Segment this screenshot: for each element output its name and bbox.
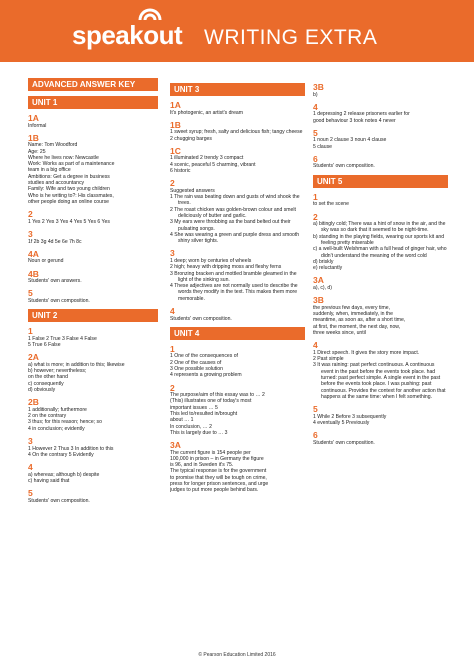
exercise-number: 5 xyxy=(28,488,33,499)
answer-line: 5 clause xyxy=(313,143,332,150)
answer-line: 1f 2b 3g 4d 5e 6e 7h 8c xyxy=(28,238,82,245)
answer-line: suddenly, when, immediately, in the xyxy=(313,311,393,318)
answer-line: 2 on the contrary xyxy=(28,413,67,420)
answer-line: Who is he writing to?: His classmates, xyxy=(28,192,114,199)
answer-line: Ambitions: Get a degree in business xyxy=(28,173,110,180)
answer-line: 5 True 6 False xyxy=(28,342,61,349)
copyright-footer: © Pearson Education Limited 2016 xyxy=(198,652,276,658)
exercise-number: 3A xyxy=(313,275,324,286)
answer-line: 1 One of the consequences of xyxy=(170,353,238,360)
answer-line: 1 deep; worn by centuries of wheels xyxy=(170,257,252,264)
answer-line: Family: Wife and two young children xyxy=(28,186,110,193)
answer-line: 100,000 in prison – in Germany the figure xyxy=(170,455,264,462)
answer-line: d) obviously xyxy=(28,387,56,394)
answer-line: a), c), d) xyxy=(313,284,332,291)
answer-line: 4 eventually 5 Previously xyxy=(313,419,370,426)
exercise-number: 2A xyxy=(28,352,39,363)
answer-line: press for longer prison sentences, and urge xyxy=(170,481,269,488)
answer-line: to set the scene xyxy=(313,201,349,208)
exercise-number: 1A xyxy=(170,100,181,110)
answer-line: 6 historic xyxy=(170,167,191,174)
answer-line: 2 Past simple xyxy=(313,356,344,363)
answer-line: Students' own composition. xyxy=(313,163,375,170)
column-2 xyxy=(170,78,305,494)
answer-line: The purpose/aim of this essay was to … 2 xyxy=(170,392,265,399)
exercise-number: 1 xyxy=(170,343,175,354)
answer-line: meantime, as soon as, after a short time, xyxy=(313,317,406,324)
answer-line: at first, the moment, the next day, now, xyxy=(313,323,401,330)
exercise-number: 1B xyxy=(170,119,181,130)
answer-line: 3 My ears were throbbing as the band belted out their pulsating songs. xyxy=(170,219,291,232)
answer-line: 1 sweet syrup; fresh, salty and delicious fish; tangy cheese xyxy=(170,129,303,136)
answer-line: other people doing an online course xyxy=(28,198,109,205)
exercise-number: 3A xyxy=(170,440,181,451)
answer-line: 3 thus; for this reason; hence; so xyxy=(28,419,102,426)
answer-line: 4 represents a growing problem xyxy=(170,372,242,379)
column-1 xyxy=(28,78,158,504)
answer-line: In conclusion, … 2 xyxy=(170,423,212,430)
speakout-logo xyxy=(72,20,182,51)
answer-line: Name: Tom Woodford xyxy=(28,142,78,149)
exercise-number: 2 xyxy=(170,178,175,189)
unit-heading: UNIT 2 xyxy=(28,309,158,322)
exercise-number: 4A xyxy=(28,248,39,259)
answer-line: Noun or gerund xyxy=(28,258,64,265)
answer-line: good behaviour 3 took notes 4 never xyxy=(313,117,396,124)
exercise-number: 2 xyxy=(313,211,318,222)
answer-line: Students' own composition. xyxy=(28,297,90,304)
answer-line: a) what is more; in addition to this; likewise xyxy=(28,361,125,368)
exercise-number: 3 xyxy=(28,229,33,240)
exercise-number: 3B xyxy=(313,82,324,92)
answer-line: It's photogenic, an artist's dream xyxy=(170,109,244,116)
exercise-number: 4 xyxy=(313,101,318,112)
answer-line: 4 These adjectives are not normally used to describe the words they modify in the text. This makes them more memorable. xyxy=(170,283,298,302)
exercise-number: 4B xyxy=(28,268,39,279)
answer-line: 3 One possible solution xyxy=(170,365,223,372)
answer-line: three weeks since, until xyxy=(313,329,366,336)
answer-line: Students' own composition. xyxy=(28,497,90,504)
answer-line: Informal xyxy=(28,122,47,129)
answer-line: a) whereas; although b) despite xyxy=(28,471,100,478)
answer-line: 1 additionally; furthermore xyxy=(28,406,87,413)
answer-line: 1 False 2 True 3 False 4 False xyxy=(28,335,97,342)
answer-line: This is largely due to … 3 xyxy=(170,429,228,436)
unit-heading: UNIT 5 xyxy=(313,175,448,188)
answer-line: 2 chugging barges xyxy=(170,135,212,142)
unit-heading: UNIT 3 xyxy=(170,83,305,96)
answer-line: d) briskly xyxy=(313,258,334,265)
header-banner xyxy=(0,0,474,62)
answer-line: important issues … 5 xyxy=(170,404,218,411)
answer-line: 1 The rain was beating down and gusts of wind shook the trees. xyxy=(170,194,300,207)
answer-line: on the other hand xyxy=(28,374,68,381)
answer-line: 4 On the contrary 5 Evidently xyxy=(28,451,94,458)
answer-line: 1 Direct speech. It gives the story more impact. xyxy=(313,349,420,356)
doc-title: ADVANCED ANSWER KEY xyxy=(28,78,158,91)
answer-line: Suggested answers xyxy=(170,187,215,194)
exercise-number: 2 xyxy=(170,382,175,393)
exercise-number: 1A xyxy=(28,113,39,123)
answer-line: c) having said that xyxy=(28,477,70,484)
answer-line: the previous few days, every time, xyxy=(313,304,391,311)
exercise-number: 1B xyxy=(28,132,39,143)
exercise-number: 4 xyxy=(170,306,175,317)
answer-line: The typical response is for the government xyxy=(170,468,267,475)
answer-line: team in a big office xyxy=(28,167,71,174)
answer-line: 1 While 2 Before 3 subsequently xyxy=(313,413,387,420)
exercise-number: 4 xyxy=(28,462,33,473)
banner-title: WRITING EXTRA xyxy=(204,26,378,49)
answer-line: Work: Works as part of a maintenance xyxy=(28,161,115,168)
exercise-number: 1 xyxy=(28,326,33,337)
answer-line: Students' own composition. xyxy=(313,439,375,446)
exercise-number: 5 xyxy=(313,127,318,138)
answer-line: 1 Yes 2 Yes 3 Yes 4 Yes 5 Yes 6 Yes xyxy=(28,218,110,225)
answer-line: Students' own answers. xyxy=(28,278,82,285)
exercise-number: 2 xyxy=(28,209,33,220)
exercise-number: 5 xyxy=(313,404,318,415)
exercise-number: 6 xyxy=(313,153,318,164)
answer-line: 3 It was raining: past perfect continuous. A continuous event in the past before the events took place. had turned: past perfect simple. A single event in the past before the events took place. I was pushing: past continuous. Provides the context for another action that happens at the same time: when I felt something. xyxy=(313,362,446,400)
answer-line: The current figure is 154 people per xyxy=(170,449,251,456)
answer-line: Students' own composition. xyxy=(170,315,232,322)
exercise-number: 3B xyxy=(313,295,324,306)
exercise-number: 1 xyxy=(313,191,318,202)
exercise-number: 4 xyxy=(313,340,318,351)
column-3 xyxy=(313,78,448,446)
speech-arc-icon xyxy=(136,4,164,22)
exercise-number: 3 xyxy=(170,248,175,259)
answer-line: 1 illuminated 2 trendy 3 compact xyxy=(170,155,244,162)
answer-line: e) reluctantly xyxy=(313,265,343,272)
unit-heading: UNIT 4 xyxy=(170,327,305,340)
answer-line: c) a well-built Welshman with a full head of ginger hair, who didn't understand the meaning of the word cold xyxy=(313,246,447,259)
answer-line: 1 noun 2 clause 3 noun 4 clause xyxy=(313,137,387,144)
answer-line: 1 However 2 Thus 3 In addition to this xyxy=(28,445,114,452)
unit-heading: UNIT 1 xyxy=(28,96,158,109)
answer-line: (This) illustrates one of today's most xyxy=(170,398,252,405)
logo-text: speakout xyxy=(72,20,183,50)
answer-line: is 96, and in Sweden it's 75. xyxy=(170,462,234,469)
answer-line: Where he lives now: Newcastle xyxy=(28,154,99,161)
answer-line: a) bitingly cold; There was a hint of snow in the air, and the sky was so dark that it seemed to be night-time. xyxy=(313,221,446,234)
answer-line: 3 Bronzing bracken and mottled bramble gleamed in the light of the sinking sun. xyxy=(170,270,297,283)
answer-line: b) standing in the playing fields, wearing our sports kit and feeling pretty miserable xyxy=(313,233,445,246)
answer-line: judges to put more people behind bars. xyxy=(170,487,259,494)
answer-line: b) however; nevertheless; xyxy=(28,368,87,375)
exercise-number: 6 xyxy=(313,430,318,441)
answer-line: 4 scenic, peaceful 5 charming, vibrant xyxy=(170,161,256,168)
answer-line: 2 One of the causes of xyxy=(170,359,222,366)
answer-line: 4 in conclusion; evidently xyxy=(28,425,85,432)
answer-line: 2 The roast chicken was golden-brown colour and smelt deliciously of butter and garlic. xyxy=(170,206,296,219)
exercise-number: 5 xyxy=(28,288,33,299)
answer-line: b) xyxy=(313,91,318,98)
answer-line: 1 depressing 2 release prisoners earlier for xyxy=(313,111,410,118)
exercise-number: 2B xyxy=(28,397,39,408)
answer-line: studies and accountancy xyxy=(28,180,85,187)
answer-line: 4 She was wearing a green and purple dress and smooth shiny silver tights. xyxy=(170,231,300,245)
answer-line: 2 high; heavy with dripping moss and fleshy ferns xyxy=(170,264,282,271)
answer-line: about … 1 xyxy=(170,417,194,424)
answer-line: This led to/resulted in/brought xyxy=(170,410,238,417)
exercise-number: 3 xyxy=(28,436,33,447)
answer-line: c) consequently xyxy=(28,380,64,387)
answer-line: Age: 25 xyxy=(28,148,46,155)
exercise-number: 1C xyxy=(170,145,181,156)
answer-line: to promise that they will be tough on crime, xyxy=(170,474,267,481)
